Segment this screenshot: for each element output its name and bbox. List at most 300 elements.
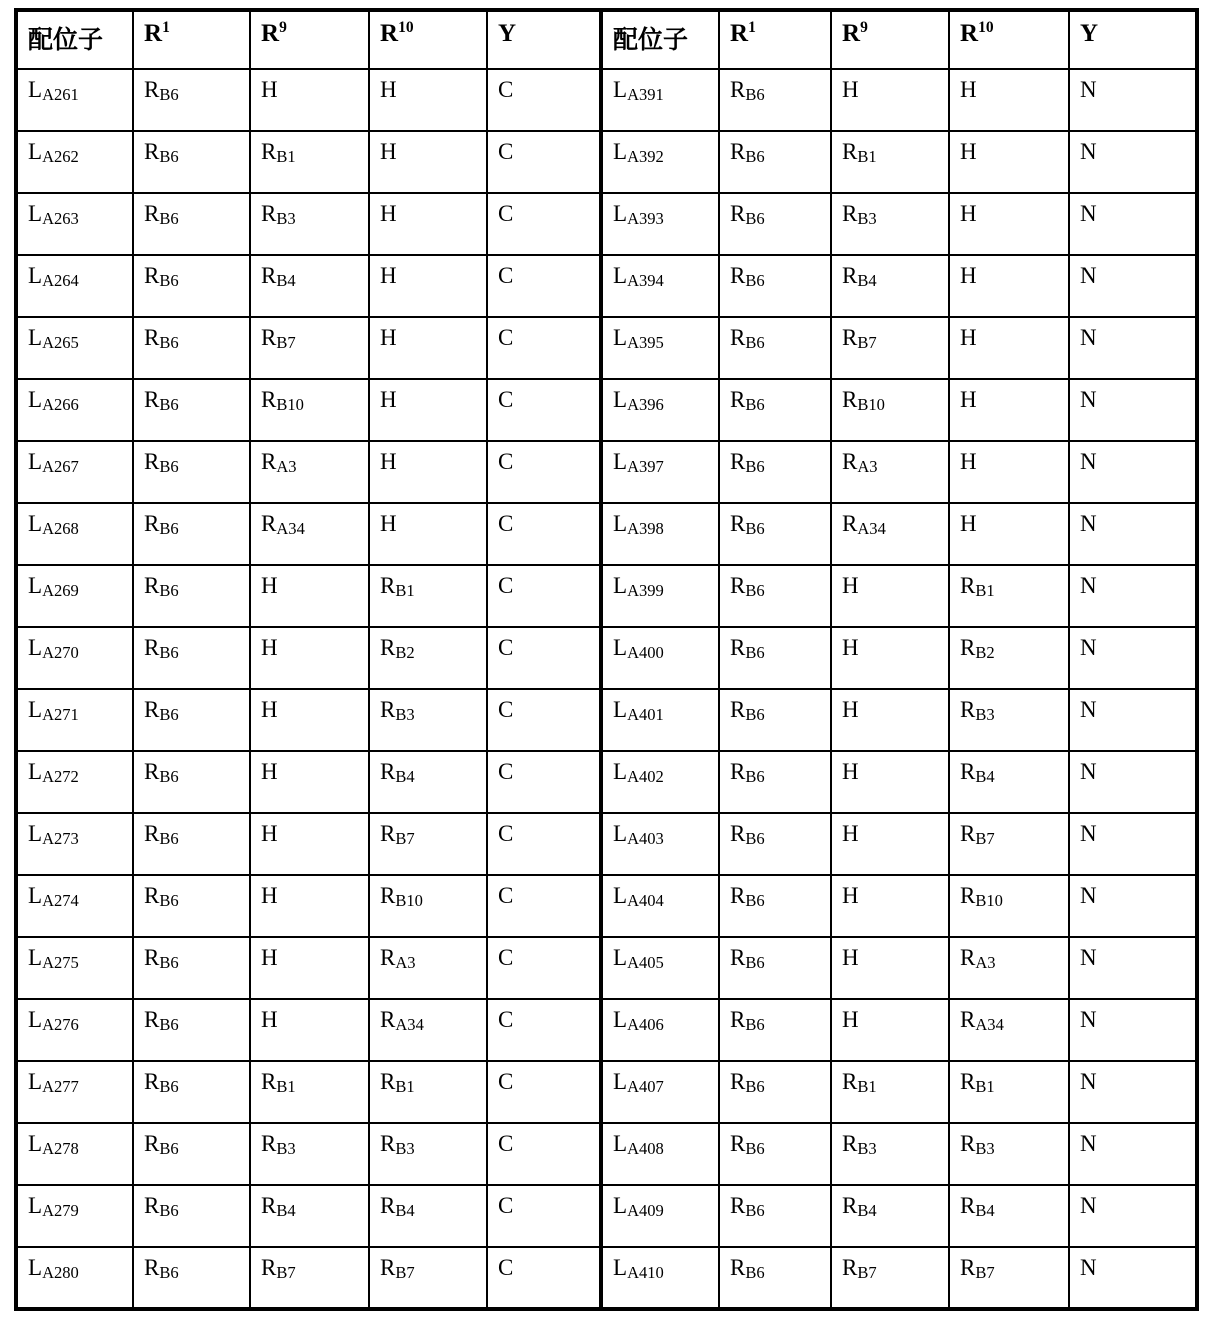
table-cell: $L_{A395}$ (601, 317, 719, 379)
subscript: A269 (42, 580, 79, 600)
table-cell: $R_{B4}$ (369, 751, 487, 813)
subscript: B6 (159, 146, 179, 166)
table-cell: H (250, 627, 369, 689)
table-cell: $R_{B6}$ (133, 565, 250, 627)
subscript: B6 (159, 456, 179, 476)
subscript: B6 (745, 1200, 765, 1220)
table-cell: H (831, 627, 949, 689)
table-cell: $R_{B1}$ (831, 131, 949, 193)
table-cell: $R_{B6}$ (133, 317, 250, 379)
table-cell: N (1069, 1185, 1197, 1247)
table-cell: H (949, 69, 1069, 131)
table-row (16, 1123, 1197, 1185)
table-row (16, 565, 1197, 627)
table-cell: $R_{B10}$ (949, 875, 1069, 937)
subscript: A407 (627, 1076, 664, 1096)
table-cell: $L_{A270}$ (16, 627, 133, 689)
table-cell: $R_{B6}$ (133, 503, 250, 565)
table-cell: $L_{A271}$ (16, 689, 133, 751)
table-cell: H (831, 937, 949, 999)
subscript: A262 (42, 146, 79, 166)
table-cell: $R_{B6}$ (133, 1123, 250, 1185)
subscript: B3 (975, 704, 995, 724)
subscript: B7 (975, 828, 995, 848)
table-cell: $R_{B6}$ (133, 131, 250, 193)
table-cell: $L_{A273}$ (16, 813, 133, 875)
subscript: B6 (745, 84, 765, 104)
table-cell: $L_{A279}$ (16, 1185, 133, 1247)
subscript: A391 (627, 84, 664, 104)
table-cell: H (369, 255, 487, 317)
table-cell: H (369, 379, 487, 441)
table-cell: $R_{A3}$ (949, 937, 1069, 999)
subscript: A404 (627, 890, 664, 910)
subscript: A261 (42, 84, 79, 104)
table-row (16, 875, 1197, 937)
table-cell: H (831, 689, 949, 751)
table-cell: $L_{A408}$ (601, 1123, 719, 1185)
table-cell: $R_{B4}$ (369, 1185, 487, 1247)
table-cell: $R_{B7}$ (831, 1247, 949, 1309)
table-cell: N (1069, 1123, 1197, 1185)
table-cell: $R_{B3}$ (369, 689, 487, 751)
table-cell: $R_{B4}$ (250, 1185, 369, 1247)
table-cell: C (487, 1123, 601, 1185)
subscript: B6 (745, 580, 765, 600)
subscript: B1 (857, 1076, 877, 1096)
table-row (16, 1185, 1197, 1247)
subscript: B6 (159, 828, 179, 848)
table-cell: $L_{A266}$ (16, 379, 133, 441)
table-cell: $R_{B7}$ (369, 813, 487, 875)
table-cell: $L_{A262}$ (16, 131, 133, 193)
subscript: B6 (159, 1014, 179, 1034)
subscript: B4 (857, 270, 877, 290)
table-cell: N (1069, 503, 1197, 565)
table-cell: H (250, 565, 369, 627)
table-cell: $R_{B1}$ (369, 1061, 487, 1123)
table-cell: $L_{A280}$ (16, 1247, 133, 1309)
subscript: B4 (975, 766, 995, 786)
table-cell: $R_{B6}$ (719, 503, 831, 565)
subscript: A403 (627, 828, 664, 848)
table-cell: $R_{B4}$ (949, 751, 1069, 813)
table-cell: $L_{A399}$ (601, 565, 719, 627)
table-cell: $R_{B3}$ (250, 193, 369, 255)
table-cell: $R_{B6}$ (133, 689, 250, 751)
table-cell: $R_{B10}$ (250, 379, 369, 441)
table-cell: H (949, 131, 1069, 193)
table-cell: H (250, 813, 369, 875)
table-cell: C (487, 999, 601, 1061)
subscript: B7 (975, 1262, 995, 1282)
table-cell: N (1069, 1061, 1197, 1123)
table-cell: H (949, 317, 1069, 379)
superscript: 9 (860, 19, 868, 37)
subscript: B6 (159, 704, 179, 724)
table-cell: C (487, 689, 601, 751)
subscript: B1 (857, 146, 877, 166)
table-cell: N (1069, 875, 1197, 937)
table-cell: N (1069, 441, 1197, 503)
column-header-0: 配位子 (16, 10, 133, 69)
table-cell: $R_{B6}$ (719, 1123, 831, 1185)
subscript: B6 (745, 642, 765, 662)
table-cell: $L_{A409}$ (601, 1185, 719, 1247)
subscript: A396 (627, 394, 664, 414)
table-cell: C (487, 69, 601, 131)
subscript: B6 (745, 518, 765, 538)
subscript: B6 (159, 84, 179, 104)
table-cell: H (949, 503, 1069, 565)
table-cell: $R_{B4}$ (250, 255, 369, 317)
table-cell: N (1069, 193, 1197, 255)
subscript: B1 (975, 580, 995, 600)
table-cell: H (369, 503, 487, 565)
subscript: B6 (159, 518, 179, 538)
column-header-3: $R^{10}$ (369, 10, 487, 69)
table-cell: $L_{A393}$ (601, 193, 719, 255)
column-header-5: 配位子 (601, 10, 719, 69)
subscript: B6 (159, 332, 179, 352)
table-cell: $R_{B3}$ (250, 1123, 369, 1185)
table-cell: $R_{A34}$ (369, 999, 487, 1061)
subscript: A34 (395, 1014, 424, 1034)
subscript: B6 (745, 1014, 765, 1034)
table-cell: H (369, 441, 487, 503)
table-cell: $L_{A261}$ (16, 69, 133, 131)
subscript: B10 (975, 890, 1003, 910)
table-cell: H (831, 69, 949, 131)
table-cell: $R_{B6}$ (719, 565, 831, 627)
subscript: B6 (159, 1076, 179, 1096)
table-cell: $L_{A264}$ (16, 255, 133, 317)
subscript: B6 (159, 208, 179, 228)
table-cell: $L_{A263}$ (16, 193, 133, 255)
table-cell: N (1069, 627, 1197, 689)
table-cell: $R_{B4}$ (831, 1185, 949, 1247)
table-cell: $R_{B6}$ (133, 627, 250, 689)
table-cell: $R_{B2}$ (369, 627, 487, 689)
subscript: B3 (276, 208, 296, 228)
table-cell: $L_{A410}$ (601, 1247, 719, 1309)
subscript: B3 (395, 704, 415, 724)
table-cell: $L_{A267}$ (16, 441, 133, 503)
subscript: A265 (42, 332, 79, 352)
subscript: B10 (395, 890, 423, 910)
table-cell: $R_{B6}$ (133, 813, 250, 875)
table-cell: $R_{B3}$ (831, 193, 949, 255)
table-cell: $R_{B6}$ (133, 999, 250, 1061)
table-cell: N (1069, 999, 1197, 1061)
table-cell: C (487, 627, 601, 689)
table-cell: H (949, 193, 1069, 255)
subscript: B6 (159, 1200, 179, 1220)
subscript: B7 (276, 332, 296, 352)
subscript: A34 (276, 518, 305, 538)
table-cell: $R_{B6}$ (719, 875, 831, 937)
subscript: A279 (42, 1200, 79, 1220)
table-cell: C (487, 317, 601, 379)
table-row (16, 937, 1197, 999)
table-cell: $L_{A278}$ (16, 1123, 133, 1185)
table-cell: $R_{B6}$ (133, 937, 250, 999)
table-cell: $L_{A404}$ (601, 875, 719, 937)
table-cell: $L_{A272}$ (16, 751, 133, 813)
subscript: B1 (975, 1076, 995, 1096)
table-row (16, 193, 1197, 255)
table-cell: C (487, 937, 601, 999)
table-cell: H (831, 813, 949, 875)
table-cell: $R_{B4}$ (949, 1185, 1069, 1247)
table-cell: $R_{B2}$ (949, 627, 1069, 689)
table-cell: H (369, 193, 487, 255)
ligand-table (14, 8, 1199, 1311)
table-cell: $R_{B7}$ (949, 1247, 1069, 1309)
table-cell: $R_{B7}$ (369, 1247, 487, 1309)
table-cell: $R_{B7}$ (250, 317, 369, 379)
subscript: B6 (159, 766, 179, 786)
table-cell: H (250, 875, 369, 937)
table-cell: $R_{B1}$ (831, 1061, 949, 1123)
subscript: A397 (627, 456, 664, 476)
subscript: A3 (857, 456, 878, 476)
table-cell: $R_{B1}$ (949, 565, 1069, 627)
table-cell: $R_{B6}$ (719, 255, 831, 317)
superscript: 1 (748, 19, 756, 37)
table-row (16, 999, 1197, 1061)
table-cell: H (250, 689, 369, 751)
table-cell: $R_{B10}$ (369, 875, 487, 937)
table-cell: N (1069, 565, 1197, 627)
table-cell: $R_{B6}$ (719, 317, 831, 379)
subscript: A405 (627, 952, 664, 972)
table-cell: $R_{B6}$ (133, 1061, 250, 1123)
subscript: B6 (745, 332, 765, 352)
table-cell: $R_{A34}$ (250, 503, 369, 565)
table-cell: $L_{A400}$ (601, 627, 719, 689)
table-row (16, 255, 1197, 317)
table-cell: $R_{B10}$ (831, 379, 949, 441)
subscript: B6 (745, 1138, 765, 1158)
table-row (16, 689, 1197, 751)
table-cell: $L_{A276}$ (16, 999, 133, 1061)
subscript: B7 (395, 828, 415, 848)
subscript: B1 (276, 146, 296, 166)
table-cell: $R_{B6}$ (719, 1247, 831, 1309)
table-cell: $R_{A3}$ (369, 937, 487, 999)
table-cell: $R_{B6}$ (719, 627, 831, 689)
table-cell: H (369, 131, 487, 193)
table-cell: $R_{B6}$ (719, 193, 831, 255)
table-cell: C (487, 1061, 601, 1123)
subscript: B1 (395, 580, 415, 600)
table-cell: $L_{A402}$ (601, 751, 719, 813)
superscript: 9 (279, 19, 287, 37)
column-header-2: $R^9$ (250, 10, 369, 69)
column-header-6: $R^1$ (719, 10, 831, 69)
subscript: B6 (745, 270, 765, 290)
table-cell: $L_{A394}$ (601, 255, 719, 317)
table-cell: $R_{B3}$ (831, 1123, 949, 1185)
table-cell: N (1069, 131, 1197, 193)
subscript: B6 (159, 270, 179, 290)
subscript: B6 (745, 1076, 765, 1096)
table-cell: $R_{B6}$ (719, 689, 831, 751)
table-cell: $R_{B6}$ (719, 379, 831, 441)
table-cell: $R_{B1}$ (369, 565, 487, 627)
subscript: A263 (42, 208, 79, 228)
table-cell: $R_{A3}$ (250, 441, 369, 503)
subscript: B6 (745, 766, 765, 786)
subscript: B4 (276, 270, 296, 290)
subscript: B6 (745, 208, 765, 228)
table-row (16, 627, 1197, 689)
table-cell: C (487, 1247, 601, 1309)
subscript: A394 (627, 270, 664, 290)
table-cell: $L_{A275}$ (16, 937, 133, 999)
subscript: B3 (857, 208, 877, 228)
subscript: B7 (276, 1262, 296, 1282)
table-cell: C (487, 193, 601, 255)
subscript: A410 (627, 1262, 664, 1282)
subscript: B6 (745, 704, 765, 724)
subscript: B6 (159, 1262, 179, 1282)
subscript: A274 (42, 890, 79, 910)
table-cell: $L_{A391}$ (601, 69, 719, 131)
table-cell: $R_{B6}$ (719, 441, 831, 503)
subscript: A268 (42, 518, 79, 538)
superscript: 10 (978, 19, 994, 37)
superscript: 10 (398, 19, 414, 37)
subscript: A401 (627, 704, 664, 724)
table-cell: H (831, 999, 949, 1061)
subscript: B6 (159, 890, 179, 910)
subscript: B3 (975, 1138, 995, 1158)
table-cell: $R_{B6}$ (133, 193, 250, 255)
table-cell: N (1069, 813, 1197, 875)
table-cell: $R_{B6}$ (133, 441, 250, 503)
table-row (16, 441, 1197, 503)
table-cell: H (369, 317, 487, 379)
subscript: B4 (857, 1200, 877, 1220)
subscript: B6 (159, 580, 179, 600)
table-cell: $R_{A34}$ (831, 503, 949, 565)
subscript: B7 (857, 1262, 877, 1282)
column-header-9: Y (1069, 10, 1197, 69)
table-cell: H (949, 379, 1069, 441)
subscript: A270 (42, 642, 79, 662)
subscript: B6 (159, 952, 179, 972)
table-cell: C (487, 875, 601, 937)
table-head (16, 10, 1197, 69)
subscript: B7 (857, 332, 877, 352)
subscript: A264 (42, 270, 79, 290)
table-row (16, 751, 1197, 813)
table-cell: $L_{A268}$ (16, 503, 133, 565)
subscript: A280 (42, 1262, 79, 1282)
subscript: A266 (42, 394, 79, 414)
table-cell: C (487, 1185, 601, 1247)
subscript: B10 (857, 394, 885, 414)
subscript: B6 (745, 146, 765, 166)
subscript: B6 (745, 828, 765, 848)
subscript: A3 (276, 456, 297, 476)
table-cell: N (1069, 751, 1197, 813)
table-cell: $R_{B6}$ (719, 1185, 831, 1247)
subscript: B4 (395, 1200, 415, 1220)
table-cell: C (487, 565, 601, 627)
table-cell: H (949, 441, 1069, 503)
table-cell: H (250, 751, 369, 813)
subscript: A3 (975, 952, 996, 972)
table-cell: N (1069, 317, 1197, 379)
table-cell: $R_{B6}$ (719, 937, 831, 999)
table-cell: C (487, 503, 601, 565)
subscript: B3 (276, 1138, 296, 1158)
column-header-1: $R^1$ (133, 10, 250, 69)
table-cell: $R_{B3}$ (949, 1123, 1069, 1185)
table-cell: H (831, 875, 949, 937)
table-cell: H (831, 565, 949, 627)
table-cell: $R_{A3}$ (831, 441, 949, 503)
subscript: A273 (42, 828, 79, 848)
table-cell: N (1069, 255, 1197, 317)
table-cell: $L_{A403}$ (601, 813, 719, 875)
subscript: A278 (42, 1138, 79, 1158)
table-cell: H (250, 69, 369, 131)
table-cell: $L_{A274}$ (16, 875, 133, 937)
table-row (16, 317, 1197, 379)
table-cell: $R_{B4}$ (831, 255, 949, 317)
table-cell: $L_{A406}$ (601, 999, 719, 1061)
table-cell: $R_{B6}$ (719, 131, 831, 193)
subscript: A402 (627, 766, 664, 786)
column-header-4: Y (487, 10, 601, 69)
subscript: A398 (627, 518, 664, 538)
table-cell: H (831, 751, 949, 813)
subscript: A395 (627, 332, 664, 352)
table-row (16, 379, 1197, 441)
subscript: A399 (627, 580, 664, 600)
table-row (16, 69, 1197, 131)
table-row (16, 131, 1197, 193)
table-cell: N (1069, 689, 1197, 751)
table-cell: $R_{B3}$ (369, 1123, 487, 1185)
table-row (16, 1061, 1197, 1123)
subscript: A276 (42, 1014, 79, 1034)
subscript: B7 (395, 1262, 415, 1282)
table-cell: $R_{A34}$ (949, 999, 1069, 1061)
table-cell: $L_{A396}$ (601, 379, 719, 441)
table-cell: N (1069, 379, 1197, 441)
table-cell: $R_{B6}$ (133, 69, 250, 131)
table-cell: N (1069, 937, 1197, 999)
subscript: B6 (159, 1138, 179, 1158)
subscript: B6 (745, 952, 765, 972)
table-cell: $R_{B6}$ (133, 379, 250, 441)
subscript: B2 (395, 642, 415, 662)
subscript: B2 (975, 642, 995, 662)
table-cell: $R_{B3}$ (949, 689, 1069, 751)
table-row (16, 503, 1197, 565)
table-cell: N (1069, 1247, 1197, 1309)
table-cell: C (487, 813, 601, 875)
subscript: B1 (276, 1076, 296, 1096)
table-cell: H (369, 69, 487, 131)
table-cell: $R_{B6}$ (719, 1061, 831, 1123)
table-cell: $L_{A405}$ (601, 937, 719, 999)
